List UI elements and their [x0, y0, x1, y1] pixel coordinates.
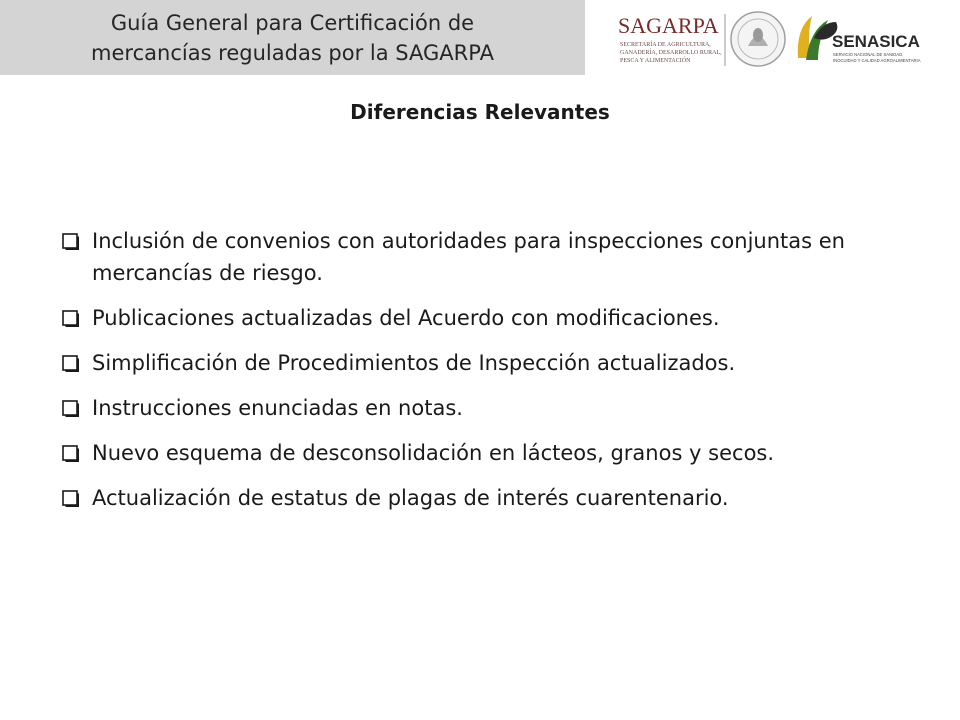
- checkbox-bullet-icon: [62, 355, 79, 372]
- senasica-subtitle-2: INOCUIDAD Y CALIDAD AGROALIMENTARIA: [833, 58, 921, 63]
- bullet-item: [62, 437, 922, 469]
- bullet-item: [62, 225, 922, 289]
- bullet-item: [62, 392, 922, 424]
- bullet-text: Publicaciones actualizadas del Acuerdo con modificaciones.: [92, 306, 720, 330]
- bullet-text: Simplificación de Procedimientos de Inspección actualizados.: [92, 351, 736, 375]
- checkbox-bullet-icon: [62, 233, 79, 250]
- sagarpa-subtitle-1: SECRETARÍA DE AGRICULTURA,: [620, 42, 711, 48]
- title-line-1: Guía General para Certificación de: [110, 10, 475, 35]
- mexico-seal-icon: [731, 12, 785, 66]
- checkbox-bullet-icon: [62, 400, 79, 417]
- checkbox-bullet-icon: [62, 445, 79, 462]
- bullet-item: [62, 302, 922, 334]
- sagarpa-subtitle-2: GANADERÍA, DESARROLLO RURAL,: [620, 50, 722, 56]
- slide-subtitle: Diferencias Relevantes: [350, 100, 610, 124]
- checkbox-bullet-icon: [62, 310, 79, 327]
- senasica-name: SENASICA: [832, 32, 920, 51]
- bullet-list: [62, 225, 922, 527]
- bullet-text: Inclusión de convenios con autoridades para inspecciones conjuntas en mercancías de riesgo.: [92, 229, 845, 285]
- bullet-text: Nuevo esquema de desconsolidación en lácteos, granos y secos.: [92, 441, 775, 465]
- sagarpa-name: SAGARPA: [618, 13, 719, 38]
- sagarpa-logo: [618, 13, 722, 64]
- sagarpa-subtitle-3: PESCA Y ALIMENTACIÓN: [620, 58, 691, 64]
- bullet-text: Actualización de estatus de plagas de interés cuarentenario.: [92, 486, 729, 510]
- bullet-item: [62, 347, 922, 379]
- senasica-logo: [798, 16, 921, 63]
- title-line-2: mercancías reguladas por la SAGARPA: [91, 40, 494, 65]
- logos-group: [600, 8, 950, 70]
- title-banner: [0, 0, 585, 75]
- bullet-text: Instrucciones enunciadas en notas.: [92, 396, 463, 420]
- bullet-item: [62, 482, 922, 514]
- checkbox-bullet-icon: [62, 490, 79, 507]
- senasica-subtitle-1: SERVICIO NACIONAL DE SANIDAD,: [833, 52, 904, 57]
